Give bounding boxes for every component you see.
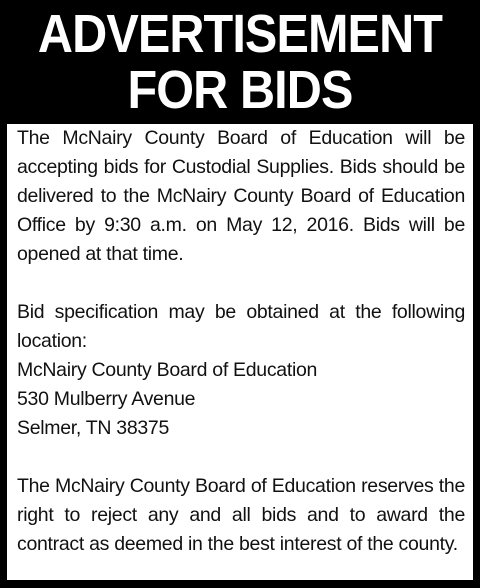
ad-title-line-2: FOR BIDS [127, 60, 353, 120]
ad-header [0, 0, 480, 124]
ad-body [7, 124, 473, 580]
ad-title-line-1: ADVERTISEMENT [37, 4, 443, 64]
specification-paragraph: Bid specification may be obtained at the following location: [17, 301, 465, 352]
bid-announcement-paragraph: The McNairy County Board of Education will be accepting bids for Custodial Supplies. Bids should be delivered to the McNairy County Board of Education Office by 9:30 a.m. on May 12, 2016. Bids will be opened at that time. [17, 127, 465, 265]
address-city: Selmer, TN 38375 [17, 417, 170, 439]
address-street: 530 Mulberry Avenue [17, 388, 196, 410]
address-name: McNairy County Board of Education [17, 359, 318, 381]
reservation-paragraph: The McNairy County Board of Education reserves the right to reject any and all bids and to award the contract as deemed in the best interest of the county. [17, 475, 465, 555]
